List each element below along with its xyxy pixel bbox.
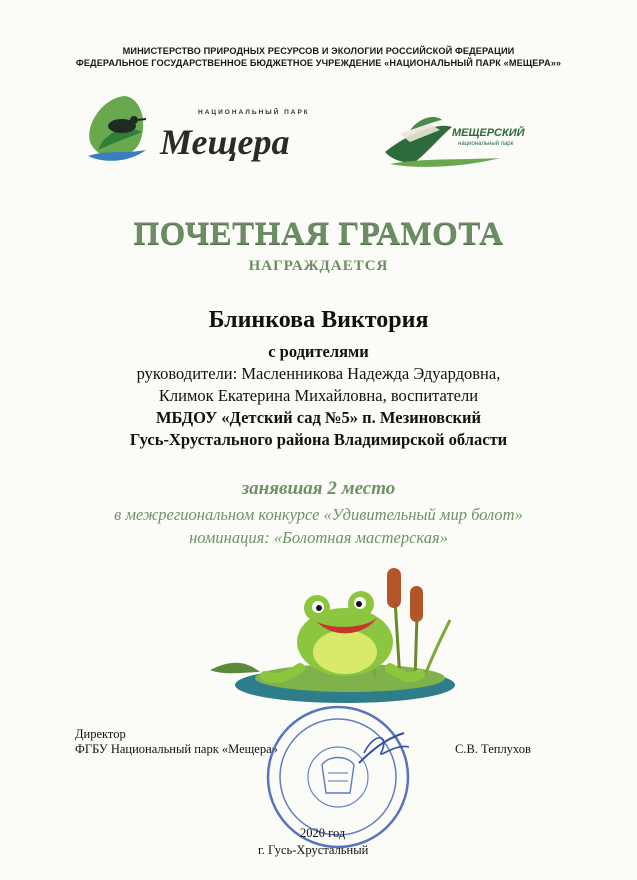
recipient-name: Блинкова Виктория bbox=[208, 307, 429, 333]
award-place: занявшая 2 место bbox=[241, 478, 396, 499]
certificate-city: г. Гусь-Хрустальный bbox=[258, 843, 369, 857]
nomination: номинация: «Болотная мастерская» bbox=[189, 528, 448, 547]
logo-big-text: Мещера bbox=[160, 122, 290, 162]
director-name: С.В. Теплухов bbox=[455, 742, 531, 756]
organization-line-1: МБДОУ «Детский сад №5» п. Мезиновский bbox=[155, 408, 482, 427]
certificate-year: 2020 год bbox=[300, 826, 346, 840]
frog-illustration bbox=[205, 560, 455, 710]
contest-name: в межрегиональном конкурсе «Удивительный мир болот» bbox=[114, 505, 523, 524]
director-position: Директор bbox=[75, 727, 126, 741]
institution-header: ФЕДЕРАЛЬНОЕ ГОСУДАРСТВЕННОЕ БЮДЖЕТНОЕ УЧРЕЖДЕНИЕ «НАЦИОНАЛЬНЫЙ ПАРК «МЕЩЕРА»» bbox=[75, 58, 562, 68]
logo-small-text: НАЦИОНАЛЬНЫЙ ПАРК bbox=[198, 109, 310, 116]
certificate-title: ПОЧЕТНАЯ ГРАМОТА bbox=[133, 216, 504, 252]
national-park-logo bbox=[80, 92, 320, 172]
logo2-big-text: МЕЩЕРСКИЙ bbox=[452, 127, 525, 139]
recipient-with: с родителями bbox=[268, 342, 369, 361]
director-organization: ФГБУ Национальный парк «Мещера» bbox=[75, 742, 278, 756]
supervisors-line-1: руководители: Масленникова Надежда Эдуардовна, bbox=[136, 364, 501, 383]
supervisors-line-2: Климок Екатерина Михайловна, воспитатели bbox=[158, 386, 479, 405]
awarded-label: НАГРАЖДАЕТСЯ bbox=[248, 258, 389, 274]
organization-line-2: Гусь-Хрустального района Владимирской области bbox=[129, 430, 508, 449]
logo2-small-text: национальный парк bbox=[458, 141, 514, 147]
meshchersky-park-logo bbox=[380, 112, 530, 174]
ministry-header: МИНИСТЕРСТВО ПРИРОДНЫХ РЕСУРСОВ И ЭКОЛОГИИ РОССИЙСКОЙ ФЕДЕРАЦИИ bbox=[122, 46, 515, 56]
